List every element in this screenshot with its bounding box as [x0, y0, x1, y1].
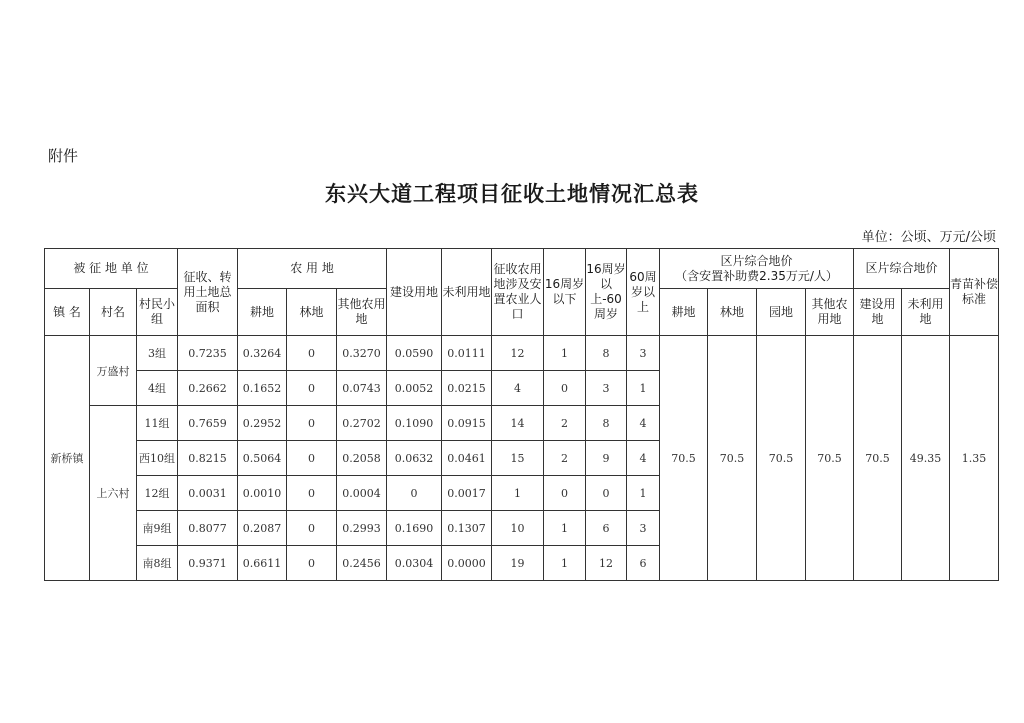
construction-cell: 0.0632: [387, 441, 442, 476]
age-under16-cell: 1: [544, 336, 586, 371]
unused-cell: 0.0111: [442, 336, 492, 371]
header-price-group-title: 区片综合地价: [720, 253, 793, 268]
header-price-garden: 园地: [757, 289, 806, 336]
group-cell: 南8组: [137, 546, 178, 581]
seedling-cell: 1.35: [950, 336, 999, 581]
population-cell: 19: [492, 546, 544, 581]
farmland-cell: 0.0010: [238, 476, 287, 511]
forest-cell: 0: [287, 511, 337, 546]
total-cell: 0.7659: [178, 406, 238, 441]
population-cell: 14: [492, 406, 544, 441]
other-agri-cell: 0.0743: [337, 371, 387, 406]
farmland-cell: 0.2087: [238, 511, 287, 546]
price2-unused-cell: 49.35: [902, 336, 950, 581]
farmland-cell: 0.6611: [238, 546, 287, 581]
header-price-group-subtitle: （含安置补助费2.35万元/人）: [675, 268, 838, 283]
age-16-60-cell: 3: [586, 371, 627, 406]
header-price2-group: 区片综合地价: [854, 249, 950, 289]
header-population: 征收农用地涉及安置农业人口: [492, 249, 544, 336]
age-16-60-cell: 8: [586, 406, 627, 441]
header-price-forest: 林地: [708, 289, 757, 336]
header-construction: 建设用地: [387, 249, 442, 336]
header-forest: 林地: [287, 289, 337, 336]
total-cell: 0.2662: [178, 371, 238, 406]
table-row: [45, 336, 999, 371]
total-cell: 0.8077: [178, 511, 238, 546]
header-price-other-agri: 其他农用地: [806, 289, 854, 336]
age-16-60-cell: 6: [586, 511, 627, 546]
age-over60-cell: 6: [627, 546, 660, 581]
other-agri-cell: 0.2058: [337, 441, 387, 476]
total-cell: 0.7235: [178, 336, 238, 371]
price-other-agri-cell: 70.5: [806, 336, 854, 581]
construction-cell: 0.0052: [387, 371, 442, 406]
group-cell: 11组: [137, 406, 178, 441]
total-cell: 0.9371: [178, 546, 238, 581]
header-age-under16: 16周岁以下: [544, 249, 586, 336]
forest-cell: 0: [287, 371, 337, 406]
price2-construction-cell: 70.5: [854, 336, 902, 581]
farmland-cell: 0.2952: [238, 406, 287, 441]
price-garden-cell: 70.5: [757, 336, 806, 581]
unused-cell: 0.0215: [442, 371, 492, 406]
population-cell: 12: [492, 336, 544, 371]
village-cell: 万盛村: [90, 336, 137, 406]
age-16-60-cell: 12: [586, 546, 627, 581]
forest-cell: 0: [287, 336, 337, 371]
age-under16-cell: 2: [544, 406, 586, 441]
construction-cell: 0.0590: [387, 336, 442, 371]
age-over60-cell: 3: [627, 336, 660, 371]
page-title: 东兴大道工程项目征收土地情况汇总表: [325, 181, 699, 206]
price-forest-cell: 70.5: [708, 336, 757, 581]
group-cell: 12组: [137, 476, 178, 511]
other-agri-cell: 0.2456: [337, 546, 387, 581]
unused-cell: 0.0915: [442, 406, 492, 441]
age-over60-cell: 4: [627, 406, 660, 441]
unused-cell: 0.0461: [442, 441, 492, 476]
unused-cell: 0.0017: [442, 476, 492, 511]
header-age-over60: 60周岁以上: [627, 249, 660, 336]
age-16-60-cell: 0: [586, 476, 627, 511]
other-agri-cell: 0.3270: [337, 336, 387, 371]
header-village: 村名: [90, 289, 137, 336]
header-farmland: 耕地: [238, 289, 287, 336]
header-total-area: 征收、转用土地总面积: [178, 249, 238, 336]
forest-cell: 0: [287, 406, 337, 441]
age-over60-cell: 4: [627, 441, 660, 476]
header-price2-construction: 建设用地: [854, 289, 902, 336]
age-under16-cell: 2: [544, 441, 586, 476]
farmland-cell: 0.5064: [238, 441, 287, 476]
population-cell: 1: [492, 476, 544, 511]
header-agri-group: 农 用 地: [238, 249, 387, 289]
population-cell: 4: [492, 371, 544, 406]
header-town: 镇 名: [45, 289, 90, 336]
forest-cell: 0: [287, 476, 337, 511]
village-cell: 上六村: [90, 406, 137, 581]
farmland-cell: 0.1652: [238, 371, 287, 406]
other-agri-cell: 0.2993: [337, 511, 387, 546]
header-price-group: [660, 249, 854, 289]
attachment-label: 附件: [48, 147, 79, 165]
header-unit-group: 被 征 地 单 位: [45, 249, 178, 289]
age-over60-cell: 3: [627, 511, 660, 546]
forest-cell: 0: [287, 546, 337, 581]
group-cell: 西10组: [137, 441, 178, 476]
header-price-farmland: 耕地: [660, 289, 708, 336]
construction-cell: 0.1690: [387, 511, 442, 546]
construction-cell: 0.0304: [387, 546, 442, 581]
age-under16-cell: 1: [544, 546, 586, 581]
age-under16-cell: 0: [544, 371, 586, 406]
land-summary-table: [44, 248, 999, 581]
group-cell: 3组: [137, 336, 178, 371]
other-agri-cell: 0.0004: [337, 476, 387, 511]
town-cell: 新桥镇: [45, 336, 90, 581]
construction-cell: 0: [387, 476, 442, 511]
group-cell: 4组: [137, 371, 178, 406]
header-other-agri: 其他农用地: [337, 289, 387, 336]
unit-note: 单位：公顷、万元/公顷: [861, 230, 996, 245]
total-cell: 0.0031: [178, 476, 238, 511]
age-under16-cell: 1: [544, 511, 586, 546]
farmland-cell: 0.3264: [238, 336, 287, 371]
header-unused: 未利用地: [442, 249, 492, 336]
other-agri-cell: 0.2702: [337, 406, 387, 441]
population-cell: 15: [492, 441, 544, 476]
forest-cell: 0: [287, 441, 337, 476]
group-cell: 南9组: [137, 511, 178, 546]
construction-cell: 0.1090: [387, 406, 442, 441]
price-farmland-cell: 70.5: [660, 336, 708, 581]
age-16-60-cell: 8: [586, 336, 627, 371]
population-cell: 10: [492, 511, 544, 546]
header-price2-unused: 未利用地: [902, 289, 950, 336]
total-cell: 0.8215: [178, 441, 238, 476]
age-16-60-cell: 9: [586, 441, 627, 476]
age-over60-cell: 1: [627, 476, 660, 511]
unused-cell: 0.0000: [442, 546, 492, 581]
age-over60-cell: 1: [627, 371, 660, 406]
header-group: 村民小组: [137, 289, 178, 336]
header-age-16-60: 16周岁以上-60周岁: [586, 249, 627, 336]
age-under16-cell: 0: [544, 476, 586, 511]
header-seedling: 青苗补偿标准: [950, 249, 999, 336]
unused-cell: 0.1307: [442, 511, 492, 546]
